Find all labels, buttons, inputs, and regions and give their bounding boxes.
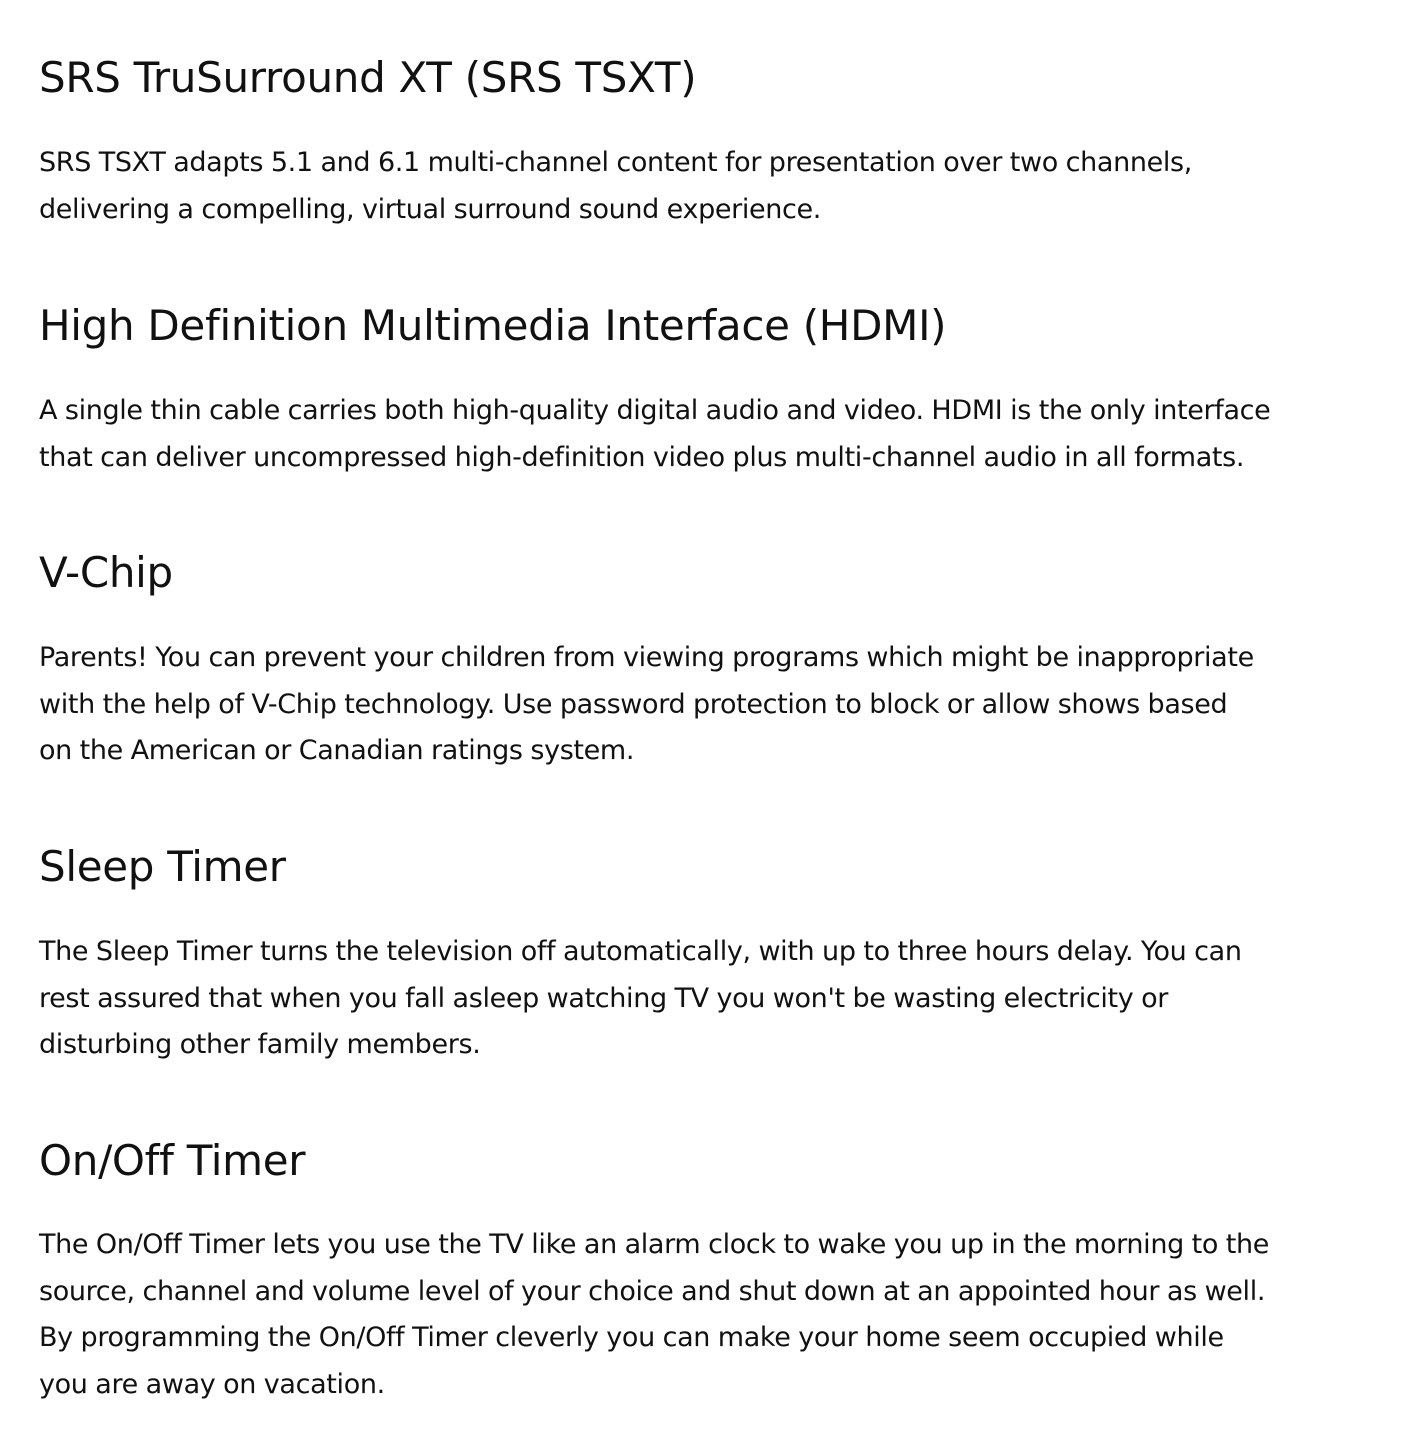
paragraph-line: delivering a compelling, virtual surround sound experience. (39, 193, 822, 225)
section-paragraph (39, 140, 1192, 233)
paragraph-line: on the American or Canadian ratings system. (39, 735, 635, 766)
section-v-chip (39, 547, 173, 599)
paragraph-line: By programming the On/Off Timer cleverly you can make your home seem occupied while (39, 1322, 1224, 1353)
section-heading: Sleep Timer (39, 842, 286, 891)
paragraph-line: disturbing other family members. (39, 1029, 481, 1060)
section-body (39, 1222, 1269, 1408)
section-on-off-timer (39, 1135, 305, 1187)
section-body (39, 140, 1192, 233)
paragraph-line: that can deliver uncompressed high-definition video plus multi-channel audio in all formats. (39, 441, 1245, 473)
section-paragraph (39, 388, 1270, 481)
section-body (39, 929, 1242, 1069)
section-heading: High Definition Multimedia Interface (HDMI) (39, 301, 947, 350)
section-paragraph (39, 1222, 1269, 1408)
section-paragraph (39, 635, 1254, 775)
paragraph-line: A single thin cable carries both high-quality digital audio and video. HDMI is the only interface (39, 395, 1271, 426)
section-body (39, 388, 1270, 481)
paragraph-line: Parents! You can prevent your children from viewing programs which might be inappropriate (39, 642, 1254, 673)
paragraph-line: with the help of V-Chip technology. Use password protection to block or allow shows based (39, 688, 1228, 720)
paragraph-line: The Sleep Timer turns the television off automatically, with up to three hours delay. You can (39, 936, 1242, 967)
section-paragraph (39, 929, 1242, 1069)
paragraph-line: you are away on vacation. (39, 1368, 385, 1400)
paragraph-line: The On/Off Timer lets you use the TV like an alarm clock to wake you up in the morning to the (39, 1229, 1269, 1260)
section-heading: V-Chip (39, 548, 173, 597)
paragraph-line: rest assured that when you fall asleep watching TV you won't be wasting electricity or (39, 982, 1169, 1014)
paragraph-line: source, channel and volume level of your choice and shut down at an appointed hour as well. (39, 1275, 1266, 1307)
section-srs-tsxt (39, 52, 696, 104)
section-heading: SRS TruSurround XT (SRS TSXT) (39, 53, 697, 102)
section-hdmi (39, 300, 946, 352)
section-sleep-timer (39, 841, 286, 893)
section-body (39, 635, 1254, 775)
paragraph-line: SRS TSXT adapts 5.1 and 6.1 multi-channel content for presentation over two channels, (39, 147, 1192, 178)
section-heading: On/Off Timer (39, 1136, 306, 1185)
